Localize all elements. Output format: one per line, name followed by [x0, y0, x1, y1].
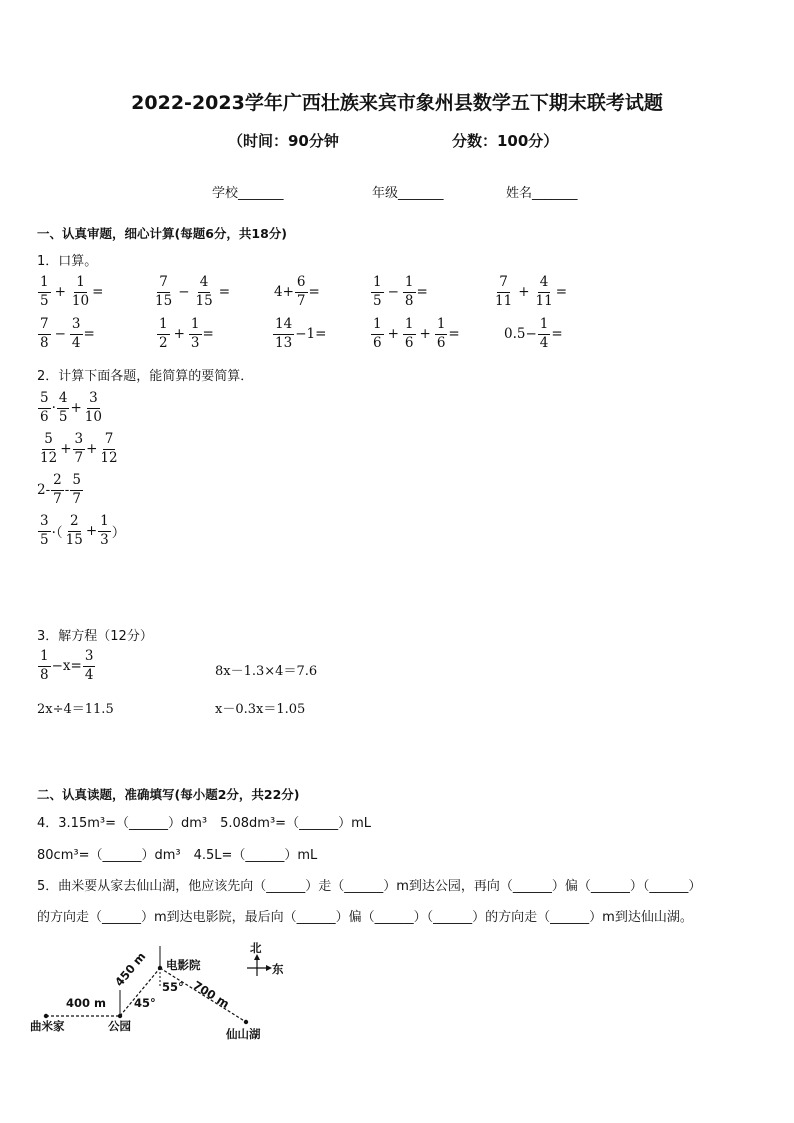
- q1-item-6: 7 8 − $\frac{3}{4}$ =: [40, 316, 95, 351]
- q3-label: 3．解方程（12分）: [37, 629, 153, 644]
- q1-item-9: 1 6 + $\frac{1}{6}$ + $\frac{1}{6}$ =: [373, 316, 460, 351]
- score-label: 分数：100分）: [452, 132, 559, 150]
- q3-eq-3: 2x÷4＝11.5: [37, 702, 114, 717]
- name-field: 姓名_______: [506, 186, 578, 201]
- q2-expr-1: 5 6 · 4 5 + $\frac{3}{10}$: [40, 390, 102, 425]
- north-label: 北: [250, 941, 262, 955]
- q5-line-1: 5．曲米要从家去仙山湖，他应该先向（______）走（______）m到达公园，再向（______）偏（______）（______）: [37, 879, 702, 894]
- q1-item-1: 1 5 + $\frac{1}{10}$ =: [40, 274, 104, 309]
- section1-heading: 一、认真审题，细心计算(每题6分，共18分): [37, 226, 288, 241]
- q2-expr-2: 5 12 + $\frac{3}{7}$ + $\frac{7}{12}$: [40, 431, 118, 466]
- q1-item-7: 1 2 + $\frac{1}{3}$ =: [159, 316, 214, 351]
- page-title: 2022-2023学年广西壮族来宾市象州县数学五下期末联考试题: [131, 92, 663, 114]
- q5-line-2: 的方向走（______）m到达电影院，最后向（______）偏（______）（______）的方向走（______）m到达仙山湖。: [37, 910, 693, 925]
- q3-eq-2: 8x－1.3×4＝7.6: [215, 664, 318, 679]
- east-label: 东: [272, 962, 284, 976]
- q3-eq-1: 1 8 −x= $\frac{3}{4}$: [40, 648, 94, 683]
- section2-heading: 二、认真读题，准确填写(每小题2分，共22分): [37, 787, 300, 802]
- school-field: 学校_______: [212, 186, 284, 201]
- q3-eq-4: x－0.3x＝1.05: [215, 702, 306, 717]
- q1-item-4: 1 5 − $\frac{1}{8}$ =: [373, 274, 428, 309]
- lake-label: 仙山湖: [226, 1027, 261, 1041]
- q1-item-5: 7 11 + $\frac{4}{11}$ =: [495, 274, 567, 309]
- q4-line-2: 80cm³=（______）dm³ 4.5L=（______）mL: [37, 848, 318, 863]
- time-label: （时间：90分钟: [228, 132, 339, 150]
- q1-label: 1．口算。: [37, 254, 98, 269]
- q2-label: 2．计算下面各题，能简算的要简算．: [37, 369, 254, 384]
- lake-point: [244, 1020, 248, 1024]
- distance-450: 450 m: [112, 949, 149, 989]
- q2-expr-4: 3 5 ·（ 2 15 + $\frac{1}{3}$ ）: [40, 513, 126, 548]
- distance-400: 400 m: [66, 996, 106, 1010]
- cinema-label: 电影院: [166, 958, 201, 972]
- q1-item-10: 0.5− $\frac{1}{4}$ =: [504, 316, 563, 351]
- q1-item-3: 4+ $\frac{6}{7}$ =: [274, 274, 320, 309]
- angle-55: 55°: [162, 980, 184, 994]
- home-label: 曲米家: [30, 1019, 65, 1033]
- angle-45: 45°: [134, 996, 156, 1010]
- distance-700: 700 m: [190, 978, 232, 1012]
- grade-field: 年级_______: [372, 186, 444, 201]
- park-label: 公园: [108, 1019, 131, 1033]
- q2-expr-3: 2- 2 7 - 5 7: [37, 472, 81, 507]
- q1-item-8: 14 13 −1=: [275, 316, 327, 351]
- q4-line-1: 4．3.15m³=（______）dm³ 5.08dm³=（______）mL: [37, 816, 371, 831]
- q1-item-2: 7 15 − $\frac{4}{15}$ =: [155, 274, 230, 309]
- cinema-point: [158, 966, 162, 970]
